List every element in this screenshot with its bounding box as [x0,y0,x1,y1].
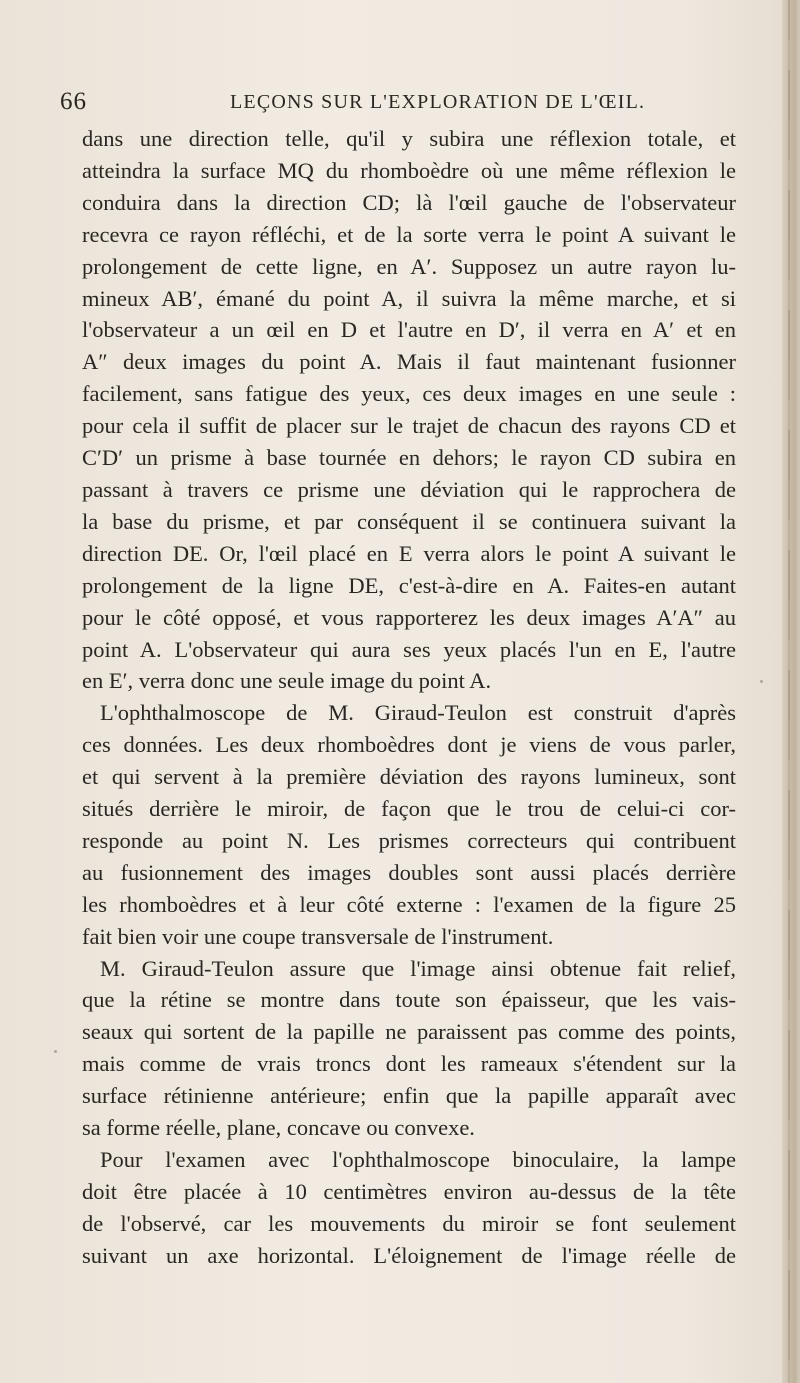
text-line: en E′, verra donc une seule image du point A. [82,668,492,694]
text-line: passant à travers ce prisme une déviation qui le rapprochera de [82,476,736,502]
running-title: LEÇONS SUR L'EXPLORATION DE L'ŒIL. [230,91,646,113]
text-line: recevra ce rayon réfléchi, et de la sorte verra le point A suivant le [82,221,736,247]
text-line: C′D′ un prisme à base tournée en dehors; le rayon CD subira en [82,445,736,471]
text-line: direction DE. Or, l'œil placé en E verra alors le point A suivant le [82,540,736,566]
text-line: dans une direction telle, qu'il y subira une réflexion totale, et [82,126,736,151]
text-line: sa forme réelle, plane, concave ou convexe. [82,1115,475,1141]
text-line: l'observateur a un œil en D et l'autre en D′, il verra en A′ et en [82,317,736,343]
text-line: atteindra la surface MQ du rhomboèdre où une même réflexion le [82,157,736,183]
text-line: A″ deux images du point A. Mais il faut maintenant fusionner [82,349,736,375]
text-line: point A. L'observateur qui aura ses yeux placés l'un en E, l'autre [82,636,736,662]
text-line: surface rétinienne antérieure; enfin que la papille apparaît avec [82,1083,736,1109]
text-line: et qui servent à la première déviation des rayons lumineux, sont [82,764,736,790]
text-line: mais comme de vrais troncs dont les rameaux s'étendent sur la [82,1051,736,1077]
text-line: au fusionnement des images doubles sont aussi placés derrière [82,859,736,885]
text-line: pour le côté opposé, et vous rapporterez les deux images A′A″ au [82,604,736,630]
text-line: les rhomboèdres et à leur côté externe : l'examen de la figure 25 [82,891,736,917]
text-line: L'ophthalmoscope de M. Giraud-Teulon est construit d'après [100,700,736,726]
text-line: pour cela il suffit de placer sur le trajet de chacun des rayons CD et [82,413,736,439]
text-line: la base du prisme, et par conséquent il se continuera suivant la [82,508,736,534]
text-line: M. Giraud-Teulon assure que l'image ainsi obtenue fait relief, [100,955,736,981]
running-head [60,88,736,118]
page-edge-shadow [782,0,800,1383]
text-line: responde au point N. Les prismes correcteurs qui contribuent [82,827,736,853]
text-line: prolongement de la ligne DE, c'est-à-dire en A. Faites-en autant [82,572,736,598]
text-line: mineux AB′, émané du point A, il suivra la même marche, et si [82,285,736,311]
text-line: seaux qui sortent de la papille ne paraissent pas comme des points, [82,1019,736,1045]
text-line: fait bien voir une coupe transversale de l'instrument. [82,923,554,949]
text-line: ces données. Les deux rhomboèdres dont je viens de vous parler, [82,732,736,758]
text-line: suivant un axe horizontal. L'éloignement de l'image réelle de [82,1242,736,1268]
text-line: facilement, sans fatigue des yeux, ces deux images en une seule : [82,381,736,407]
paper-speck [760,680,763,683]
text-line: situés derrière le miroir, de façon que le trou de celui-ci cor- [82,796,736,822]
text-line: Pour l'examen avec l'ophthalmoscope binoculaire, la lampe [100,1147,736,1172]
page-number: 66 [60,88,87,115]
text-line: que la rétine se montre dans toute son épaisseur, que les vais- [82,987,736,1013]
paper-speck [54,1050,57,1053]
body-text [82,123,736,1272]
text-line: conduira dans la direction CD; là l'œil gauche de l'observateur [82,189,736,215]
text-line: doit être placée à 10 centimètres environ au-dessus de la tête [82,1178,736,1204]
text-line: de l'observé, car les mouvements du miroir se font seulement [82,1210,736,1236]
text-line: prolongement de cette ligne, en A′. Supposez un autre rayon lu- [82,253,736,279]
